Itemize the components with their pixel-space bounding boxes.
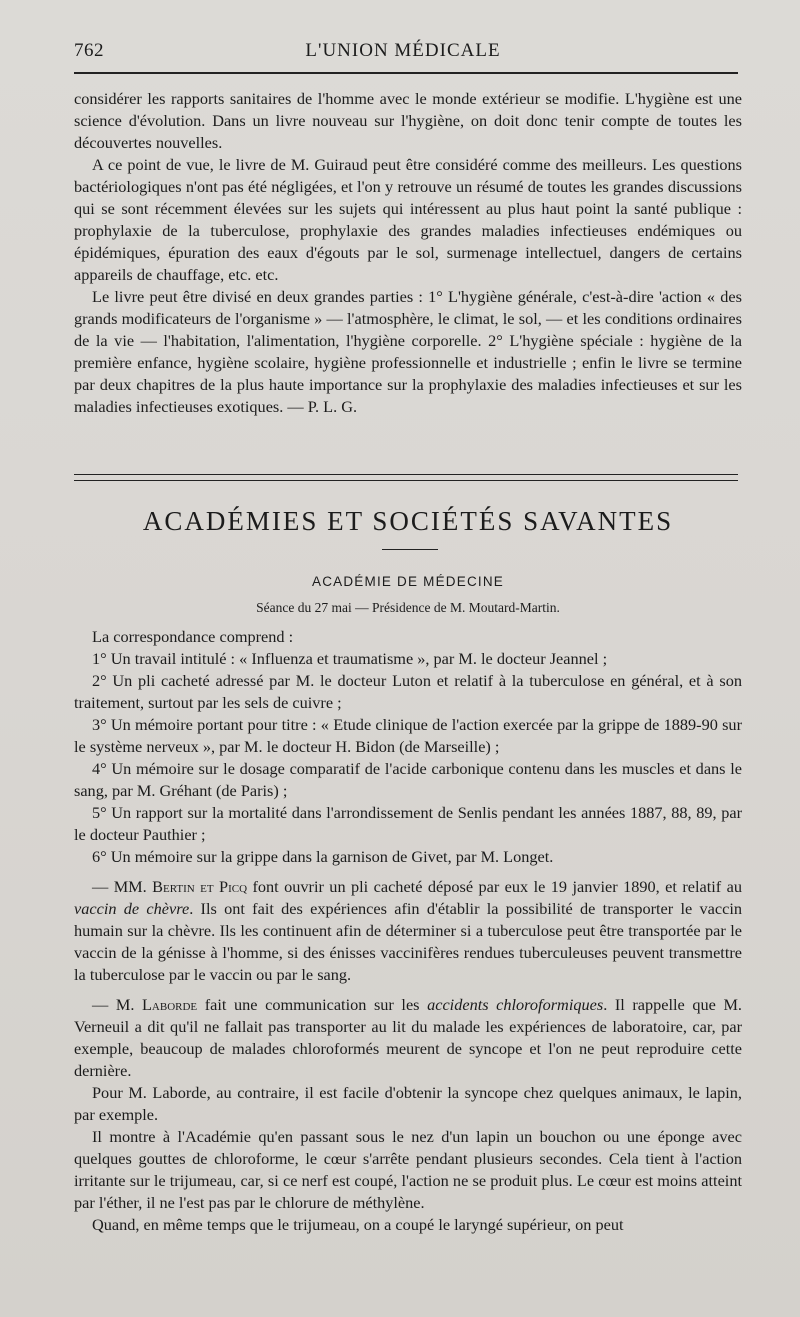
review-paragraph: Le livre peut être divisé en deux grandes parties : 1° L'hygiène générale, c'est-à-dire 'action « des grands modificateurs de l'organisme » — l'atmosphère, le climat, le sol, — et les conditions ordinaires de la vie — l'habitation, l'alimentation, l'hygiène corporelle. 2° L'hygiène spéciale : hygiène de la première enfance, hygiène scolaire, hygiène professionnelle et industrielle ; enfin le livre se termine par deux chapitres de la plus haute importance sur la prophylaxie des maladies infectieuses et sur les maladies infectieuses exotiques. — P. L. G. xyxy=(74,287,742,416)
emphasis: vaccin de chèvre xyxy=(74,899,190,918)
correspondence-item: 5° Un rapport sur la mortalité dans l'arrondissement de Senlis pendant les années 1887, 88, 89, par le docteur Pauthier ; xyxy=(74,803,742,844)
review-paragraph: A ce point de vue, le livre de M. Guiraud peut être considéré comme des meilleurs. Les questions bactériologiques n'ont pas été négligées, et l'on y retrouve un résumé de toutes les grandes discussions qui se sont récemment élevées sur les sujets qui intéressent au plus haut point la santé publique : prophylaxie de la tuberculose, prophylaxie des grandes maladies infectieuses endémiques ou épidémiques, épuration des eaux d'égouts par le sol, surmenage intellectuel, dangers de certains appareils de chauffage, etc. etc. xyxy=(74,155,742,284)
body-paragraph: Quand, en même temps que le trijumeau, on a coupé le laryngé supérieur, on peut xyxy=(92,1215,624,1234)
title-underline xyxy=(382,549,438,550)
laborde-paragraph xyxy=(74,994,742,1082)
correspondence-item: 3° Un mémoire portant pour titre : « Etude clinique de l'action exercée par la grippe de 1889-90 sur le système nerveux », par M. le docteur H. Bidon (de Marseille) ; xyxy=(74,715,742,756)
seance-line: Séance du 27 mai — Présidence de M. Moutard-Martin. xyxy=(256,600,560,615)
correspondence-item: 1° Un travail intitulé : « Influenza et traumatisme », par M. le docteur Jeannel ; xyxy=(92,649,608,668)
body-paragraph: Il montre à l'Académie qu'en passant sous le nez d'un lapin un bouchon ou une éponge avec quelques gouttes de chloroforme, le cœur s'arrête pendant plusieurs secondes. Cela tient à l'action irritante sur le trijumeau, car, si ce nerf est coupé, l'action ne se produit plus. Le cœur est moins atteint par l'éther, il ne l'est pas par le chlorure de méthylène. xyxy=(74,1127,742,1212)
review-paragraph: considérer les rapports sanitaires de l'homme avec le monde extérieur se modifie. L'hygiène est une science d'évolution. Dans un livre nouveau sur l'hygiène, on doit donc tenir compte de toutes les découvertes nouvelles. xyxy=(74,89,742,152)
author-name: Laborde xyxy=(141,995,198,1014)
text-run: font ouvrir un pli cacheté déposé par eux le 19 janvier 1890, et relatif au xyxy=(247,877,742,896)
dash-lead: — M. xyxy=(92,995,142,1014)
text-run: . Ils ont fait des expériences afin d'établir la possibilité de transporter le vaccin humain sur la chèvre. Ils les continuent afin de déterminer si a tuberculose peut être transportée par le vaccin de la génisse à l'homme, si des énisses vaccinifères rendues tuberculeuses peuvent transmettre la tuberculose par le vaccin ou par le sang. xyxy=(74,899,742,984)
correspondence-item: 4° Un mémoire sur le dosage comparatif de l'acide carbonique contenu dans les muscles et dans le sang, par M. Gréhant (de Paris) ; xyxy=(74,759,742,800)
bertin-paragraph xyxy=(74,876,742,986)
body-paragraph: Pour M. Laborde, au contraire, il est facile d'obtenir la syncope chez quelques animaux, le lapin, par exemple. xyxy=(74,1083,742,1124)
correspondence-item: 6° Un mémoire sur la grippe dans la garnison de Givet, par M. Longet. xyxy=(92,847,554,866)
running-head xyxy=(74,38,732,68)
text-run: . Il rappelle que M. Verneuil a dit qu'il ne fallait pas transporter au lit du malade les expériences de laboratoire, car, par exemple, beaucoup de malades chloroformés meurent de syncope et l'on ne peut reproduire cette dernière. xyxy=(74,995,742,1080)
review-text xyxy=(74,88,742,418)
section-divider xyxy=(74,474,738,481)
dash-lead: — MM. xyxy=(92,877,153,896)
academy-heading: ACADÉMIE DE MÉDECINE xyxy=(311,574,505,589)
section-title: ACADÉMIES ET SOCIÉTÉS SAVANTES xyxy=(142,506,674,536)
text-run: fait une communication sur les xyxy=(197,995,428,1014)
seance-report xyxy=(74,626,742,1236)
page-number: 762 xyxy=(74,40,104,61)
emphasis: accidents chloroformiques xyxy=(427,995,604,1014)
correspondence-item: 2° Un pli cacheté adressé par M. le docteur Luton et relatif à la tuberculose en général, et à son traitement, surtout par les sels de cuivre ; xyxy=(74,671,742,712)
journal-title: L'UNION MÉDICALE xyxy=(305,40,501,61)
correspondence-intro: La correspondance comprend : xyxy=(92,627,294,646)
header-rule xyxy=(74,72,738,74)
author-names: Bertin et Picq xyxy=(152,877,248,896)
